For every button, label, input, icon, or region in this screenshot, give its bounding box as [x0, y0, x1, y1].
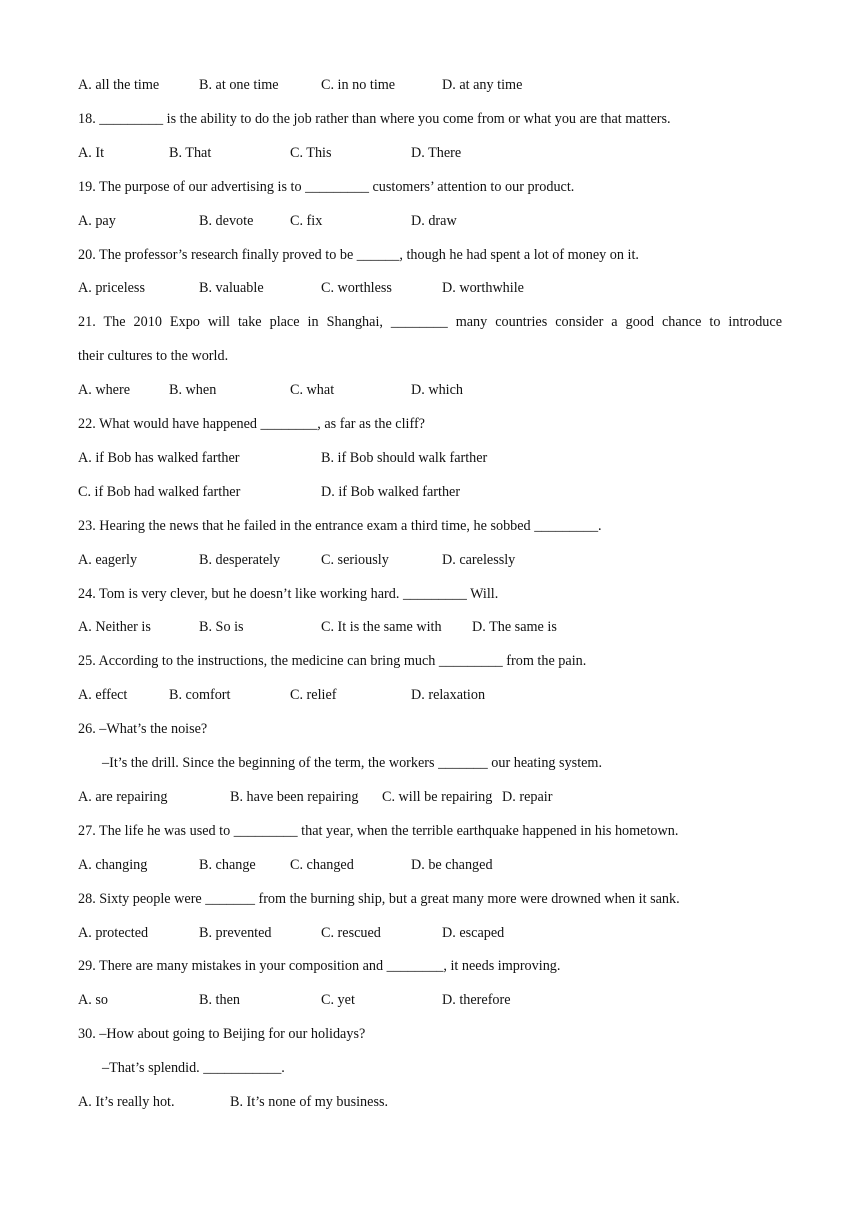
answer-option: C. will be repairing [382, 789, 493, 805]
answer-option: A. protected [78, 925, 149, 941]
question-text: 25. According to the instructions, the medicine can bring much _________ from the pain. [78, 653, 587, 669]
answer-option: D. There [411, 145, 462, 161]
options-row [0, 449, 860, 467]
answer-option: B. if Bob should walk farther [321, 450, 488, 466]
answer-option: A. pay [78, 213, 116, 229]
answer-option: B. have been repairing [230, 789, 359, 805]
question-text: 18. _________ is the ability to do the job rather than where you come from or what you are that matters. [78, 111, 671, 127]
answer-option: A. if Bob has walked farther [78, 450, 240, 466]
answer-option: A. are repairing [78, 789, 168, 805]
question-text: 21. The 2010 Expo will take place in Shanghai, ________ many countries consider a good chance to introduce [78, 314, 782, 330]
options-row [0, 212, 860, 230]
answer-option: D. if Bob walked farther [321, 484, 461, 500]
question-text: 26. –What’s the noise? [78, 721, 208, 737]
question-text: 24. Tom is very clever, but he doesn’t like working hard. _________ Will. [78, 586, 499, 602]
answer-option: A. eagerly [78, 552, 138, 568]
options-row [0, 279, 860, 297]
answer-option: B. then [199, 992, 240, 1008]
question-text: 22. What would have happened ________, as far as the cliff? [78, 416, 425, 432]
answer-option: B. at one time [199, 77, 279, 93]
answer-option: D. at any time [442, 77, 523, 93]
dialogue-line: –That’s splendid. ___________. [102, 1060, 285, 1076]
answer-option: B. That [169, 145, 212, 161]
options-row [0, 686, 860, 704]
options-row [0, 551, 860, 569]
options-row [0, 991, 860, 1009]
answer-option: C. changed [290, 857, 354, 873]
answer-option: C. This [290, 145, 332, 161]
options-row [0, 483, 860, 501]
answer-option: C. what [290, 382, 335, 398]
options-row [0, 381, 860, 399]
answer-option: D. be changed [411, 857, 493, 873]
answer-option: A. where [78, 382, 130, 398]
answer-option: B. comfort [169, 687, 231, 703]
answer-option: D. escaped [442, 925, 505, 941]
answer-option: C. in no time [321, 77, 396, 93]
answer-option: A. effect [78, 687, 128, 703]
answer-option: A. Neither is [78, 619, 151, 635]
answer-option: B. So is [199, 619, 244, 635]
answer-option: D. which [411, 382, 464, 398]
answer-option: C. seriously [321, 552, 389, 568]
options-row [0, 856, 860, 874]
answer-option: B. It’s none of my business. [230, 1094, 389, 1110]
answer-option: C. fix [290, 213, 323, 229]
answer-option: D. repair [502, 789, 553, 805]
answer-option: D. draw [411, 213, 457, 229]
answer-option: D. relaxation [411, 687, 486, 703]
question-text: 30. –How about going to Beijing for our holidays? [78, 1026, 366, 1042]
question-text: 20. The professor’s research finally proved to be ______, though he had spent a lot of money on it. [78, 247, 639, 263]
answer-option: C. if Bob had walked farther [78, 484, 241, 500]
answer-option: C. relief [290, 687, 337, 703]
answer-option: A. priceless [78, 280, 145, 296]
question-text: their cultures to the world. [78, 348, 229, 364]
question-text: 28. Sixty people were _______ from the burning ship, but a great many more were drowned when it sank. [78, 891, 680, 907]
answer-option: B. devote [199, 213, 254, 229]
answer-option: A. so [78, 992, 108, 1008]
question-text: 23. Hearing the news that he failed in the entrance exam a third time, he sobbed _________. [78, 518, 602, 534]
dialogue-line: –It’s the drill. Since the beginning of the term, the workers _______ our heating system. [102, 755, 603, 771]
answer-option: C. rescued [321, 925, 381, 941]
answer-option: A. It [78, 145, 105, 161]
answer-option: C. It is the same with [321, 619, 442, 635]
options-row [0, 618, 860, 636]
question-text: 27. The life he was used to _________ that year, when the terrible earthquake happened in his hometown. [78, 823, 679, 839]
question-text: 19. The purpose of our advertising is to _________ customers’ attention to our product. [78, 179, 575, 195]
answer-option: B. prevented [199, 925, 272, 941]
answer-option: B. when [169, 382, 217, 398]
answer-option: D. The same is [472, 619, 557, 635]
answer-option: A. It’s really hot. [78, 1094, 175, 1110]
answer-option: B. desperately [199, 552, 281, 568]
options-row [0, 1093, 860, 1111]
answer-option: B. change [199, 857, 256, 873]
options-row [0, 76, 860, 94]
answer-option: D. carelessly [442, 552, 516, 568]
answer-option: A. changing [78, 857, 148, 873]
options-row [0, 788, 860, 806]
answer-option: A. all the time [78, 77, 160, 93]
answer-option: D. therefore [442, 992, 511, 1008]
answer-option: C. worthless [321, 280, 392, 296]
options-row [0, 144, 860, 162]
options-row [0, 924, 860, 942]
answer-option: C. yet [321, 992, 355, 1008]
answer-option: D. worthwhile [442, 280, 524, 296]
question-text: 29. There are many mistakes in your composition and ________, it needs improving. [78, 958, 561, 974]
answer-option: B. valuable [199, 280, 264, 296]
